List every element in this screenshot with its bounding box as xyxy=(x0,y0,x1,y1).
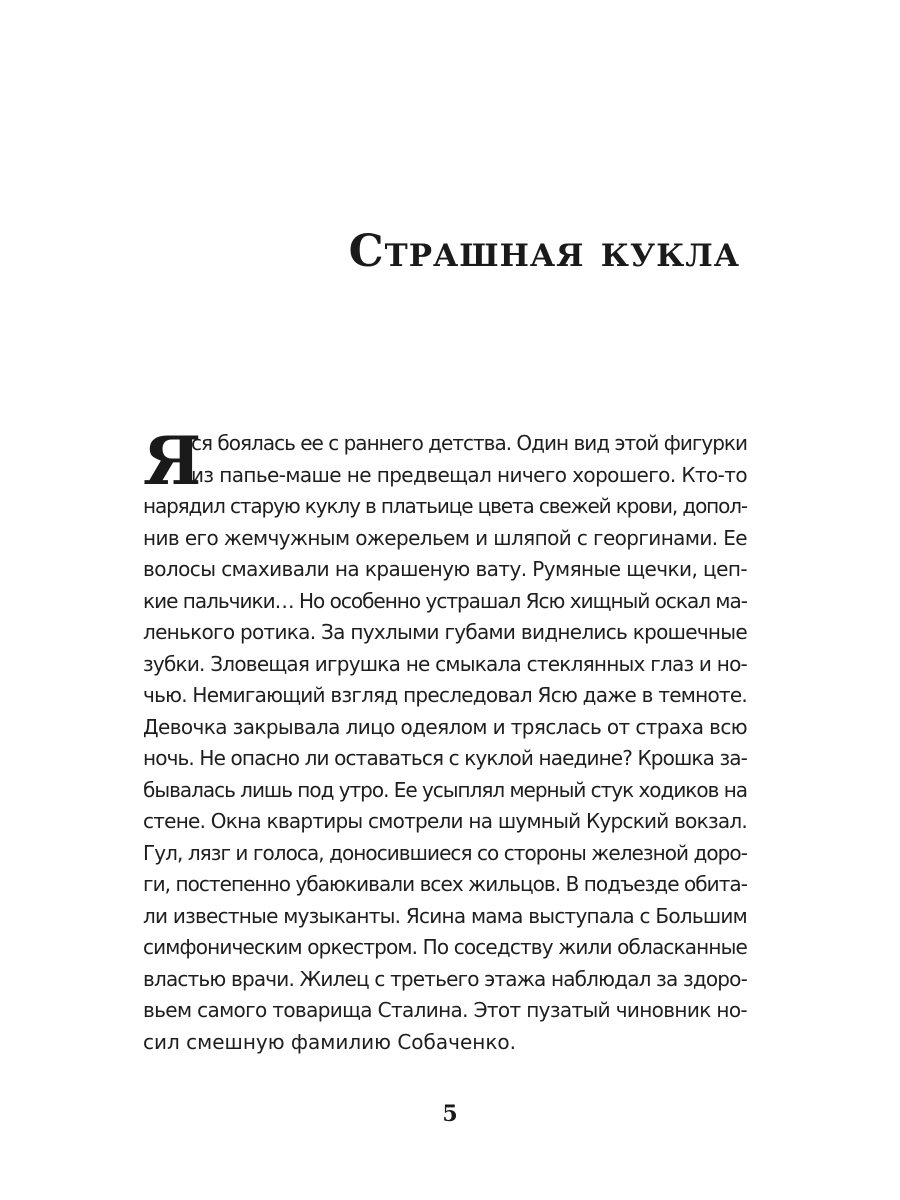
drop-cap-letter: Я xyxy=(143,422,202,500)
text-line: кие пальчики… Но особенно устрашал Ясю хищный оскал ма- xyxy=(143,588,747,613)
text-line: зубки. Зловещая игрушка не смыкала стеклянных глаз и но- xyxy=(143,651,748,676)
text-line: Девочка закрывала лицо одеялом и тряслась от страха всю xyxy=(143,714,748,739)
text-line: Гул, лязг и голоса, доносившиеся со стороны железной доро- xyxy=(143,840,747,865)
text-line: ленького ротика. За пухлыми губами виднелись крошечные xyxy=(143,620,747,644)
text-line: властью врачи. Жилец с третьего этажа наблюдал за здоро- xyxy=(143,966,747,991)
text-line: вьем самого товарища Сталина. Этот пузатый чиновник но- xyxy=(143,998,747,1022)
page-number: 5 xyxy=(442,1101,458,1127)
text-line: нарядил старую куклу в платьице цвета свежей крови, допол- xyxy=(143,494,748,518)
text-line: ли известные музыканты. Ясина мама выступала с Большим xyxy=(143,903,747,928)
text-line: ся боялась ее с раннего детства. Один вид этой фигурки xyxy=(191,431,747,455)
text-line: стене. Окна квартиры смотрели на шумный Курский вокзал. xyxy=(143,809,747,833)
text-line: волосы смахивали на крашеную вату. Румяные щечки, цеп- xyxy=(143,557,747,581)
text-line: бывалась лишь под утро. Ее усыплял мерный стук ходиков на xyxy=(143,777,747,802)
text-line: из папье-маше не предвещал ничего хорошего. Кто-то xyxy=(191,462,747,487)
text-line: чью. Немигающий взгляд преследовал Ясю даже в темноте. xyxy=(143,683,748,707)
text-line: ги, постепенно убаюкивали всех жильцов. В подъезде обита- xyxy=(143,872,747,896)
text-line: нив его жемчужным ожерельем и шляпой с георгинами. Ее xyxy=(143,525,747,550)
text-line: ночь. Не опасно ли оставаться с куклой наедине? Крошка за- xyxy=(143,746,747,770)
chapter-title: Страшная кукла xyxy=(348,226,740,277)
text-line: сил смешную фамилию Собаченко. xyxy=(143,1029,517,1054)
chapter-body-paragraph xyxy=(143,422,748,1058)
text-line: симфоническим оркестром. По соседству жили обласканные xyxy=(143,935,747,959)
